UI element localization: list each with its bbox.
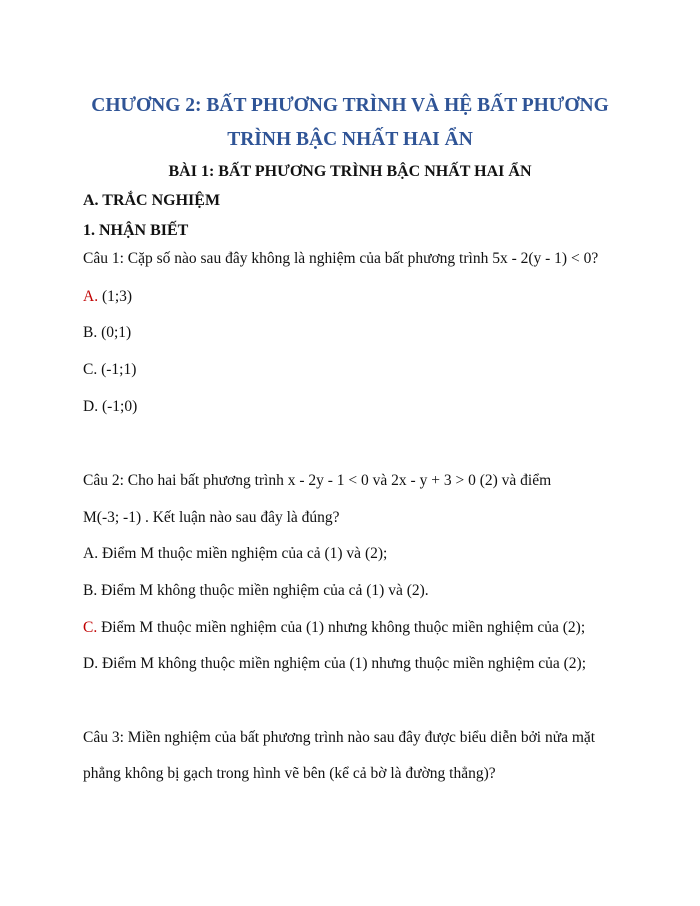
question-2-option-d: [83, 655, 586, 673]
option-letter: C.: [83, 361, 98, 378]
option-text: (-1;0): [98, 398, 138, 415]
question-2-option-b: [83, 582, 429, 600]
question-2-option-c: [83, 619, 585, 637]
question-2-text-line-2: M(-3; -1) . Kết luận nào sau đây là đúng?: [83, 509, 340, 526]
question-2-option-a: [83, 545, 387, 563]
option-text: Điểm M thuộc miền nghiệm của (1) nhưng không thuộc miền nghiệm của (2);: [97, 619, 586, 636]
option-text: Điểm M không thuộc miền nghiệm của cả (1) và (2).: [97, 582, 429, 599]
option-letter: A.: [83, 545, 99, 562]
subsection-title: 1. NHẬN BIẾT: [83, 222, 189, 239]
question-1-option-a: [83, 288, 132, 306]
chapter-title-line-1: CHƯƠNG 2: BẤT PHƯƠNG TRÌNH VÀ HỆ BẤT PHƯƠNG: [91, 95, 609, 116]
question-1-option-d: [83, 398, 137, 416]
lesson-title: BÀI 1: BẤT PHƯƠNG TRÌNH BẬC NHẤT HAI ẨN: [168, 163, 532, 180]
question-3-text-line-2: phẳng không bị gạch trong hình vẽ bên (kể cả bờ là đường thẳng)?: [83, 765, 496, 782]
chapter-title-line-2: TRÌNH BẬC NHẤT HAI ẨN: [227, 129, 473, 150]
option-letter: C.: [83, 619, 98, 636]
section-title: A. TRẮC NGHIỆM: [83, 192, 221, 209]
question-3-text-line-1: Câu 3: Miền nghiệm của bất phương trình nào sau đây được biểu diễn bởi nửa mặt: [83, 729, 596, 746]
option-text: (0;1): [97, 324, 132, 341]
question-1-option-c: [83, 361, 136, 379]
option-text: Điểm M thuộc miền nghiệm của cả (1) và (2);: [98, 545, 388, 562]
question-1-text: Câu 1: Cặp số nào sau đây không là nghiệm của bất phương trình 5x - 2(y - 1) < 0?: [83, 250, 599, 267]
option-text: Điểm M không thuộc miền nghiệm của (1) nhưng thuộc miền nghiệm của (2);: [98, 655, 587, 672]
question-1-option-b: [83, 324, 131, 342]
option-text: (1;3): [98, 288, 133, 305]
option-letter: B.: [83, 582, 98, 599]
option-letter: D.: [83, 655, 99, 672]
option-letter: D.: [83, 398, 99, 415]
question-2-text-line-1: Câu 2: Cho hai bất phương trình x - 2y - 1 < 0 và 2x - y + 3 > 0 (2) và điểm: [83, 472, 552, 489]
option-letter: B.: [83, 324, 98, 341]
option-letter: A.: [83, 288, 99, 305]
option-text: (-1;1): [97, 361, 137, 378]
